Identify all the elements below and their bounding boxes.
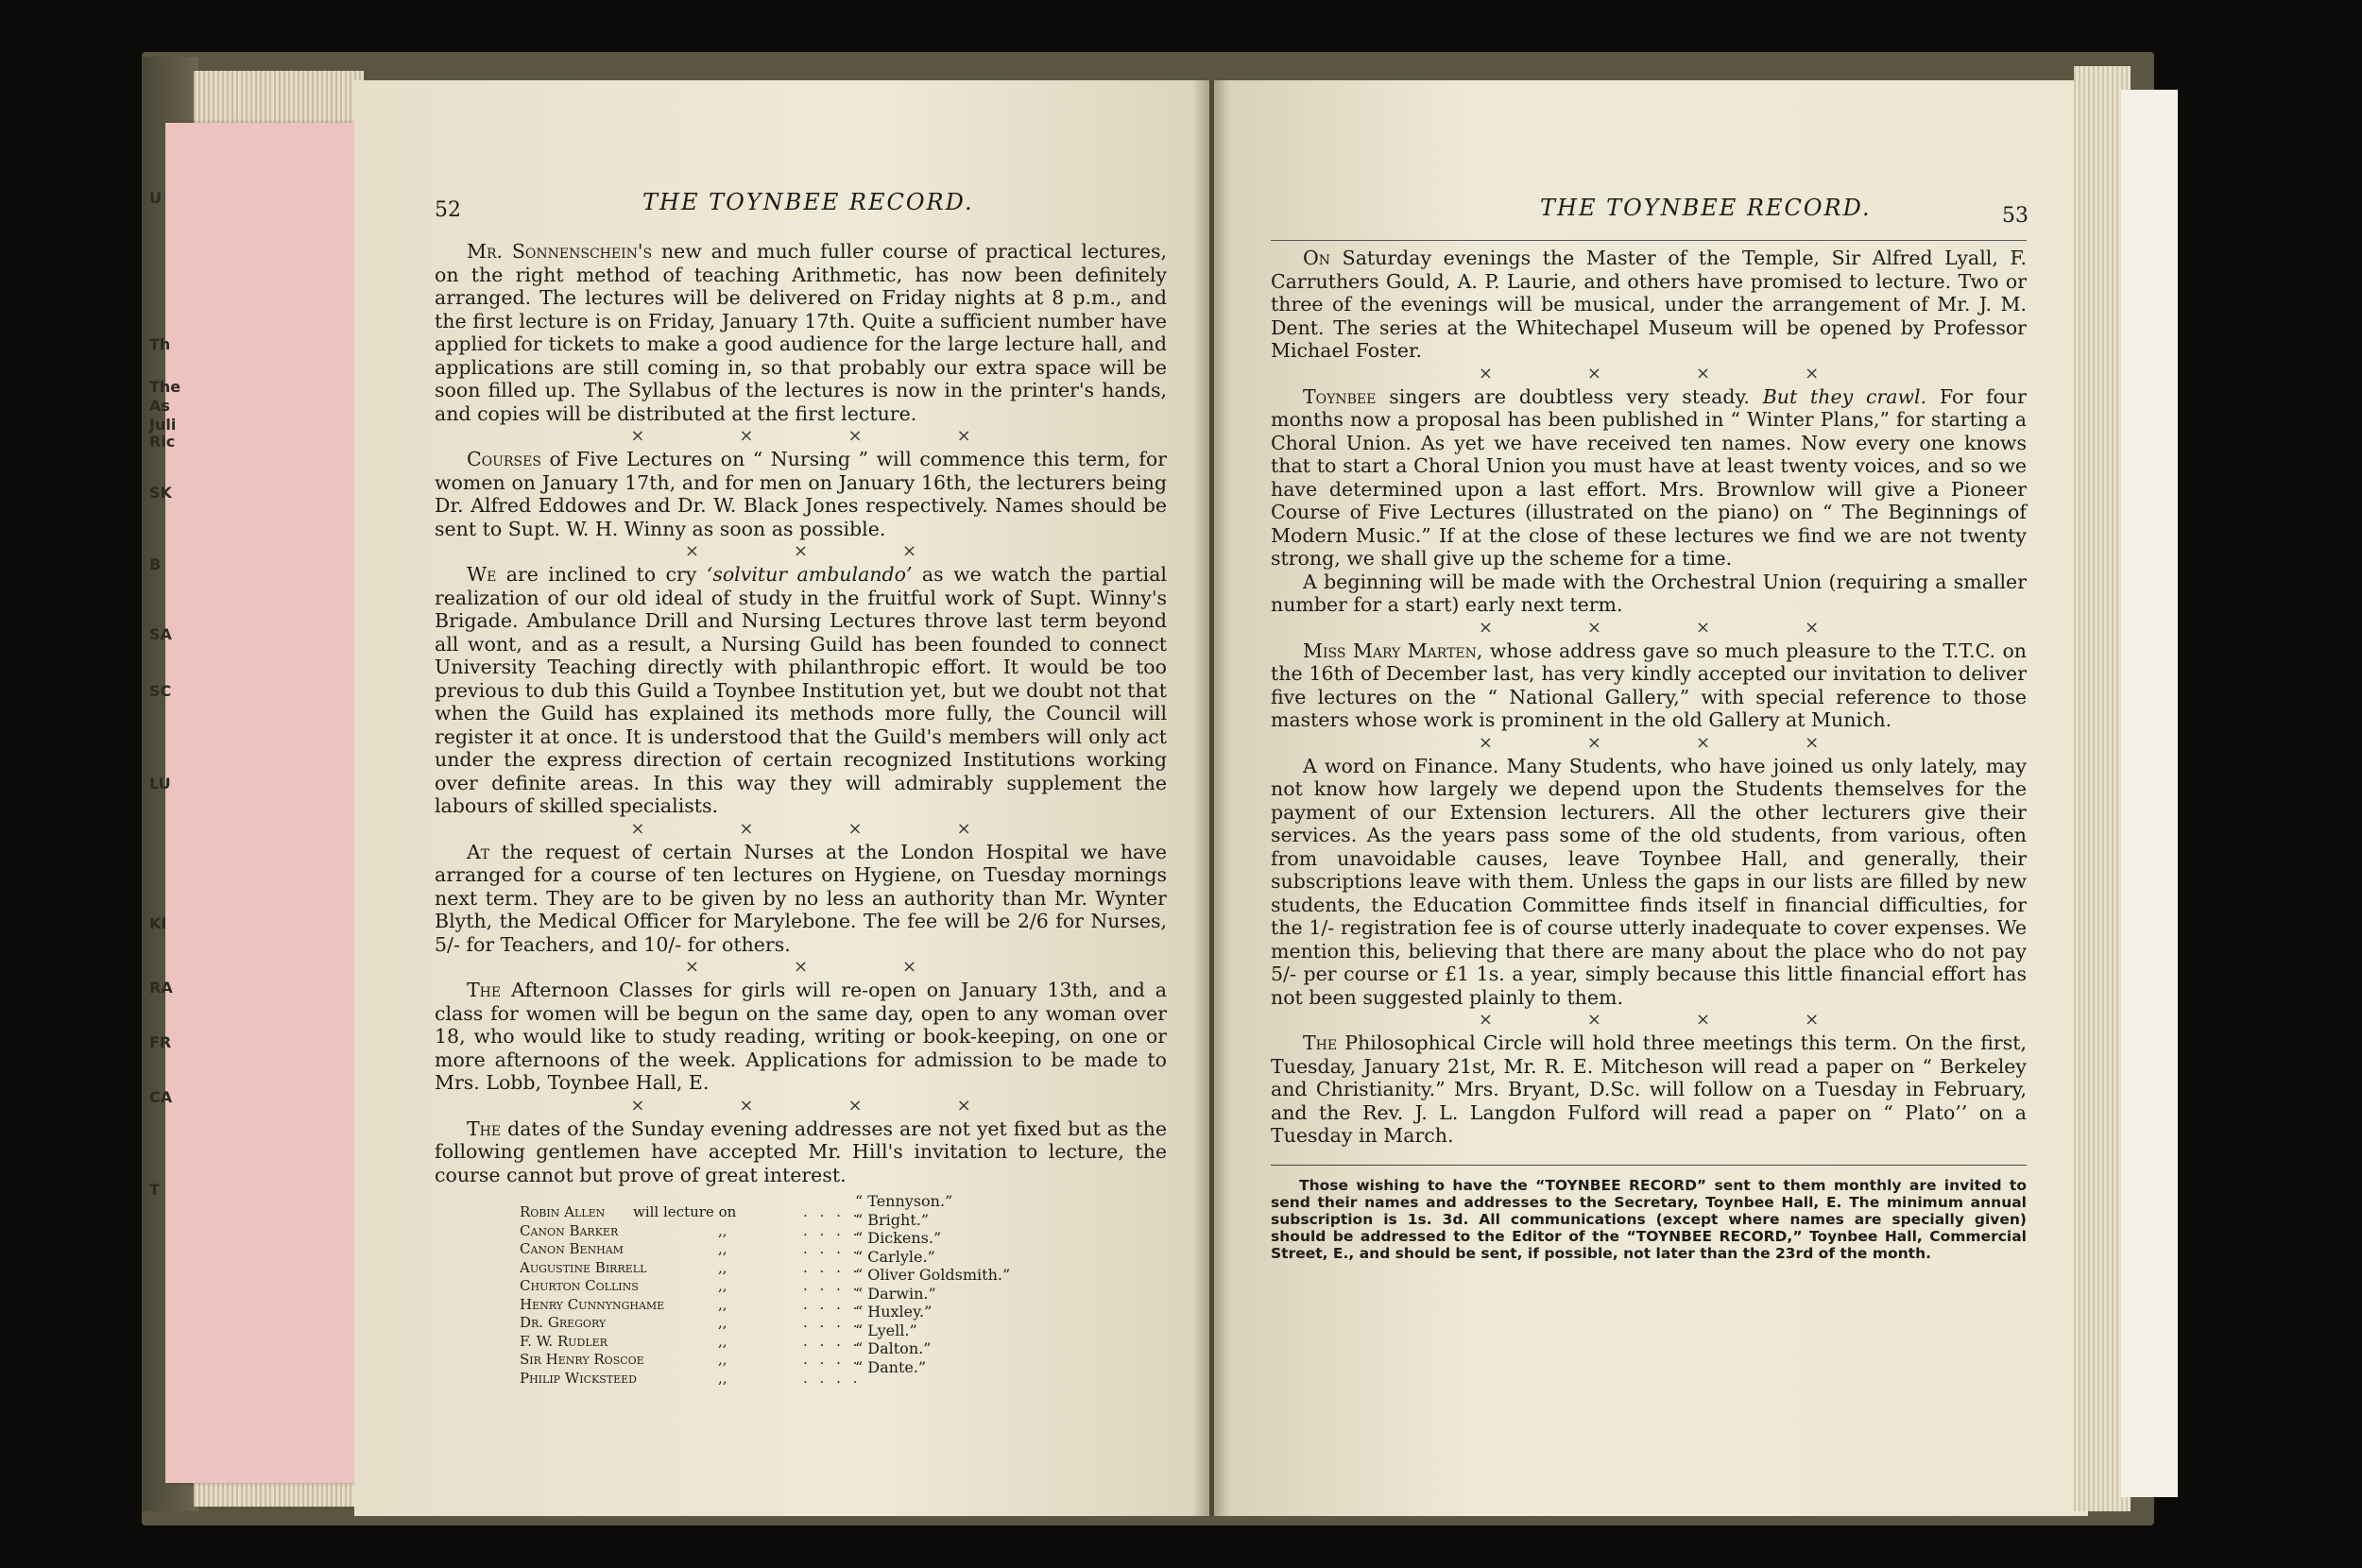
lecture-topic: “ Dalton.” — [855, 1339, 932, 1357]
spine-tab-label: U — [149, 189, 162, 207]
lecture-intro: will lecture on — [633, 1203, 737, 1220]
lecturer-name: Robin Allen — [520, 1203, 606, 1220]
lecture-topic: “ Dickens.” — [855, 1229, 942, 1247]
pink-insert-leaf — [165, 123, 383, 1483]
leader-dots: . . . . — [803, 1277, 862, 1294]
ditto-mark: ,, — [718, 1221, 727, 1239]
leader-dots: . . . . — [803, 1221, 862, 1239]
paragraph-saturday-evenings: On Saturday evenings the Master of the Temple, Sir Alfred Lyall, F. Carruthers Gould, A. P. Laurie, and others have promised to lecture. Two or three of the evenings will be musical, under the arrangement of Mr. J. M. Dent. The series at the Whitechapel Museum will be opened by Professor Michael Foster. — [1271, 247, 2027, 362]
lecturer-name: Henry Cunnynghame — [520, 1295, 665, 1313]
section-separator: ××× — [684, 541, 1012, 561]
leader-dots: . . . . — [803, 1258, 862, 1276]
right-text-column — [1271, 189, 2027, 1262]
lecturer-names — [520, 1203, 664, 1388]
loose-leaf-right — [2121, 90, 2178, 1497]
paragraph-hygiene: At the request of certain Nurses at the London Hospital we have arranged for a course of ten lectures on Hygiene, on Tuesday mornings next term. They are to be given by no less an authority than Mr. Wynter Blyth, the Medical Officer for Marylebone. The fee will be 2/6 for Nurses, 5/- for Teachers, and 10/- for others. — [435, 840, 1167, 956]
ditto-mark: ,, — [718, 1277, 727, 1294]
spine-tab-label: KI — [149, 914, 167, 932]
leader-dots: . . . . — [803, 1332, 862, 1350]
lecture-topic: “ Darwin.” — [855, 1284, 936, 1303]
paragraph-nursing: Courses of Five Lectures on “ Nursing ” will commence this term, for women on January 17th, and for men on January 16th, the lecturers being Dr. Alfred Eddowes and Dr. W. Black Jones respectively. Names should be sent to Supt. W. H. Winny as soon as possible. — [435, 448, 1167, 540]
leader-dots: . . . . — [803, 1369, 862, 1387]
spine-tab-label: SA — [149, 625, 172, 643]
lecturer-name: Philip Wicksteed — [520, 1369, 637, 1387]
spine-tab-label: LU — [149, 775, 171, 793]
spine-tab-label: B — [149, 555, 162, 573]
lecturer-name: Dr. Gregory — [520, 1314, 607, 1331]
spine-tab-label: Th — [149, 335, 171, 353]
subscription-notice: Those wishing to have the “TOYNBEE RECORD” sent to them monthly are invited to send their names and addresses to the Secretary, Toynbee Hall, E. The minimum annual subscription is 1s. 3d. All communications (except where names are specially given) should be addressed to the Editor of the “TOYNBEE RECORD,” Toynbee Hall, Commercial Street, E., and should be sent, if possible, not later than the 23rd of the month. — [1271, 1165, 2027, 1262]
right-page — [1214, 80, 2088, 1516]
lecture-topic: “ Bright.” — [855, 1210, 930, 1229]
leader-dots: . . . . — [803, 1203, 862, 1220]
section-separator: ×××× — [1478, 732, 1914, 753]
section-separator: ×××× — [630, 426, 1066, 446]
page-number: 52 — [435, 198, 461, 222]
lecture-topic: “ Dante.” — [855, 1357, 927, 1376]
leader-dots: . . . . — [803, 1351, 862, 1368]
header-rule — [1271, 240, 2027, 241]
section-separator: ×××× — [1478, 617, 1914, 638]
ditto-mark: ,, — [718, 1351, 727, 1368]
ditto-mark: ,, — [718, 1314, 727, 1331]
spine-tab-labels — [142, 132, 180, 1455]
lecture-topic: “ Huxley.” — [855, 1303, 933, 1321]
spine-tab-label: T — [149, 1181, 160, 1199]
spine-tab-label: Ric — [149, 433, 176, 451]
paragraph-choral-union: Toynbee singers are doubtless very steady. But they crawl. For four months now a proposal has been published in “ Winter Plans,” for starting a Choral Union. As yet we have received ten names. Now every one knows that to start a Choral Union you must have at least twenty voices, and so we have determined upon a last effort. Mrs. Brownlow will give a Pioneer Course of Five Lectures (illustrated on the piano) on “ The Beginnings of Modern Music.” If at the close of these lectures we find we are not twenty strong, we shall give up the scheme for a time. — [1271, 384, 2027, 570]
leader-dots: . . . . — [803, 1314, 862, 1331]
lecturer-name: Canon Barker — [520, 1221, 619, 1239]
lecture-topic: “ Oliver Goldsmith.” — [855, 1266, 1011, 1284]
section-separator: ×××× — [630, 818, 1066, 839]
section-separator: ×××× — [1478, 1010, 1914, 1030]
book-gutter — [1192, 80, 1230, 1516]
spine-tab-label: Juli — [149, 416, 177, 434]
right-page-header — [1271, 189, 2027, 232]
lecture-topic: “ Carlyle.” — [855, 1247, 935, 1266]
lecture-schedule — [520, 1192, 1167, 1387]
paragraph-sunday-addresses: The dates of the Sunday evening addresses are not yet fixed but as the following gentlemen have accepted Mr. Hill's invitation to lecture, the course cannot but prove of great interest. — [435, 1116, 1167, 1186]
paragraph-national-gallery: Miss Mary Marten, whose address gave so much pleasure to the T.T.C. on the 16th of December last, has very kindly accepted our invitation to deliver five lectures on the “ National Gallery,” with special reference to those masters whose work is prominent in the old Gallery at Munich. — [1271, 639, 2027, 731]
lecture-on-column — [633, 1203, 737, 1388]
left-text-column — [435, 189, 1167, 1387]
lecturer-name: F. W. Rudler — [520, 1332, 608, 1350]
paragraph-nursing-guild: We are inclined to cry ‘solvitur ambulando’ as we watch the partial realization of our old ideal of study in the fruitful work of Supt. Winny's Brigade. Ambulance Drill and Nursing Lectures throve last term beyond all wont, and as a result, a Nursing Guild has been founded to connect University Teaching directly with philanthropic effort. It would be too previous to dub this Guild a Toynbee Institution yet, but we doubt not that when the Guild has explained its methods more fully, the Council will register it at once. It is understood that the Guild's members will only act under the express direction of certain recognized Institutions working over definite areas. In this way they will admirably supplement the labours of skilled specialists. — [435, 563, 1167, 817]
lecture-topics — [855, 1192, 1010, 1376]
leader-dots: . . . . — [803, 1295, 862, 1313]
lecturer-name: Sir Henry Roscoe — [520, 1351, 644, 1368]
spine-tab-label: CA — [149, 1088, 173, 1106]
spine-tab-label: FR — [149, 1033, 172, 1051]
leader-dots: . . . . — [803, 1240, 862, 1257]
lecture-topic: “ Tennyson.” — [855, 1192, 953, 1210]
spine-tab-label: SK — [149, 484, 172, 502]
running-title: THE TOYNBEE RECORD. — [642, 189, 974, 215]
spine-tab-label: SC — [149, 682, 172, 700]
ditto-mark: ,, — [718, 1332, 727, 1350]
paragraph-afternoon-classes: The Afternoon Classes for girls will re-open on January 13th, and a class for women will be begun on the same day, open to any woman over 18, who would like to study reading, writing or book-keeping, on one or more afternoons of the week. Applications for admission to be made to Mrs. Lobb, Toynbee Hall, E. — [435, 979, 1167, 1094]
spine-tab-label: As — [149, 397, 170, 415]
lecturer-name: Churton Collins — [520, 1277, 639, 1294]
ditto-mark: ,, — [718, 1295, 727, 1313]
lecture-topic: “ Lyell.” — [855, 1321, 917, 1339]
paragraph-finance: A word on Finance. Many Students, who have joined us only lately, may not know how largely we depend upon the Students themselves for the payment of our Extension lecturers. All the other lecturers give their services. As the years pass some of the old students, from various, often from unavoidable causes, leave Toynbee Hall, and generally, their subscriptions leave with them. Unless the gaps in our lists are filled by new students, the Education Committee finds itself in financial difficulties, for the 1/- registration fee is of course utterly inadequate to cover expenses. We mention this, believing that there are many about the place who do not pay 5/- per course or £1 1s. a year, simply because this little financial effort has not been suggested plainly to them. — [1271, 754, 2027, 1009]
ditto-mark: ,, — [718, 1369, 727, 1387]
lecturer-name: Augustine Birrell — [520, 1258, 647, 1276]
spine-tab-label: RA — [149, 979, 173, 997]
paragraph-orchestral-union: A beginning will be made with the Orchestral Union (requiring a smaller number for a start) early next term. — [1271, 570, 2027, 616]
section-separator: ×××× — [630, 1095, 1066, 1116]
page-number: 53 — [2002, 204, 2028, 228]
paragraph-arithmetic: Mr. Sonnenschein's new and much fuller course of practical lectures, on the right method of teaching Arithmetic, has now been definitely arranged. The lectures will be delivered on Friday nights at 8 p.m., and the first lecture is on Friday, January 17th. Quite a sufficient number have applied for tickets to make a good audience for the large lecture hall, and applications are still coming in, so that probably our extra space will be soon filled up. The Syllabus of the lectures is now in the printer's hands, and copies will be distributed at the first lecture. — [435, 240, 1167, 425]
ditto-mark: ,, — [718, 1240, 727, 1257]
left-page-header — [435, 189, 1167, 232]
section-separator: ××× — [684, 957, 1012, 977]
paragraph-philosophical-circle: The Philosophical Circle will hold three meetings this term. On the first, Tuesday, January 21st, Mr. R. E. Mitcheson will read a paper on “ Berkeley and Christianity.” Mrs. Bryant, D.Sc. will follow on a Tuesday in February, and the Rev. J. L. Langdon Fulford will read a paper on “ Plato’’ on a Tuesday in March. — [1271, 1031, 2027, 1147]
ditto-mark: ,, — [718, 1258, 727, 1276]
left-page — [354, 80, 1209, 1516]
spine-tab-label: The — [149, 378, 181, 396]
leader-dots — [803, 1203, 861, 1388]
lecturer-name: Canon Benham — [520, 1240, 624, 1257]
running-title: THE TOYNBEE RECORD. — [1540, 195, 1872, 221]
section-separator: ×××× — [1478, 363, 1914, 383]
